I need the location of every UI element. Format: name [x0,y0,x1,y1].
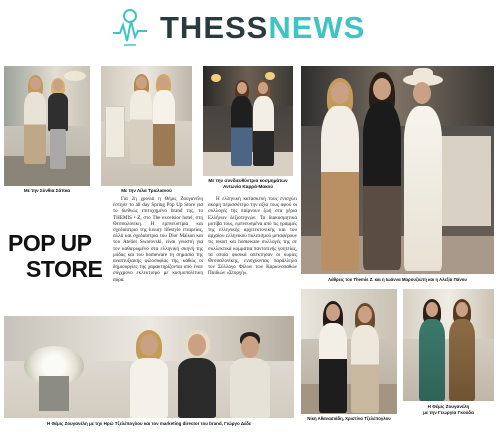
photo-6 [301,289,397,414]
caption-photo-5: Η Θέμις Ζουγανέλη με την Ηρώ Τζελέπογλου και τον marketing director του brand, Γιώργο Δέδε [46,421,252,426]
caption-photo-7-line2: με την Γεωργία Γκούδα [423,410,474,415]
article-column-2 [208,196,297,308]
masthead-brand [160,11,365,45]
caption-photo-3-line2: Αντωνία Καρρά-Μακού [222,184,274,189]
caption-photo-4: Λάθρεις του Themis Z. και η Ιωάννα Μαρουζιώτη και η Αλεξία Πάνου [328,277,467,282]
caption-photo-6: Νίκη Αθανασιάδη, Χριστίνα Τζελέπογλου [307,416,391,421]
photo-5 [4,316,294,418]
masthead [110,5,400,49]
headline [8,230,108,282]
headline-line-2: STORE [26,256,103,282]
caption-photo-2: Με την Λίλα Τριελιανού [121,188,172,193]
article-column-2-text: Η ελληνική κατασκευή τους ενισχύει ακόμη περισσότερο την αξία τους αφού οι συλλογές της παίρνουν ζωή στα χέρια Ελλήνων δεξιοτεχνών. Τα διακοσμητικά μοτίβα τους, εμπνευσμένα από τις γραμμές της ελληνικής αρχιτεκτονικής και του αρχαίου ελληνικού πολιτισμού μεταφέρουν τις resort και homeware συλλογές της σε συλλεκτικά κομμάτια παντοτινής γοητείας, τα οποία φυσικά απέκτησαν οι κυρίες Θεσσαλονίκης, ενισχύοντας παράλληλα τον Σύλλογο Φίλων των Καρκινοπαθών Παιδιών «Στοργή». [208,196,297,277]
photo-3 [203,66,293,176]
headline-line-1: POP UP [8,230,92,256]
photo-1 [4,66,90,186]
article-column-1-text: Για 2η χρονιά η Θέμις Ζουγανέλη έστησε το all day Spring Pop Up Store για το διεθνώς επιτυχημένο brand της, το THEMIS • Z, στο The excelsior hotel, στη Θεσσαλονίκη. Η εμπνεύστρια και σχεδιάστρια της luxury lifestyle εταιρείας, αλλά και σχεδιάστρια του Dior Maison και του Atelier Swarovski, είναι γνωστή για τον καθιερωμένο στα ελληνική σκηνή της μόδας και του homeware τη σημασία της αναπτυξιακής φιλοσοφίας της, καθώς οι δημιουργίες της χαρακτηρίζονται από έναν σύγχρονο εκλεκτισμό με κοσμοπολίτικη αύρα. [113,196,203,283]
masthead-brand-thess: THESS [160,10,269,45]
article-column-1 [113,196,203,308]
caption-photo-3-line1: Με την συνδιευθύντρια κοσμημάτων [208,178,288,183]
masthead-brand-news: NEWS [268,10,366,45]
caption-photo-7-line1: Η Θέμις Ζουγανέλη [427,404,470,409]
photo-7 [403,289,494,401]
masthead-logo-icon [110,7,150,47]
photo-4 [301,66,494,274]
caption-photo-1: Με την Σύνθια Σάπκα [23,188,71,193]
photo-2 [101,66,192,186]
